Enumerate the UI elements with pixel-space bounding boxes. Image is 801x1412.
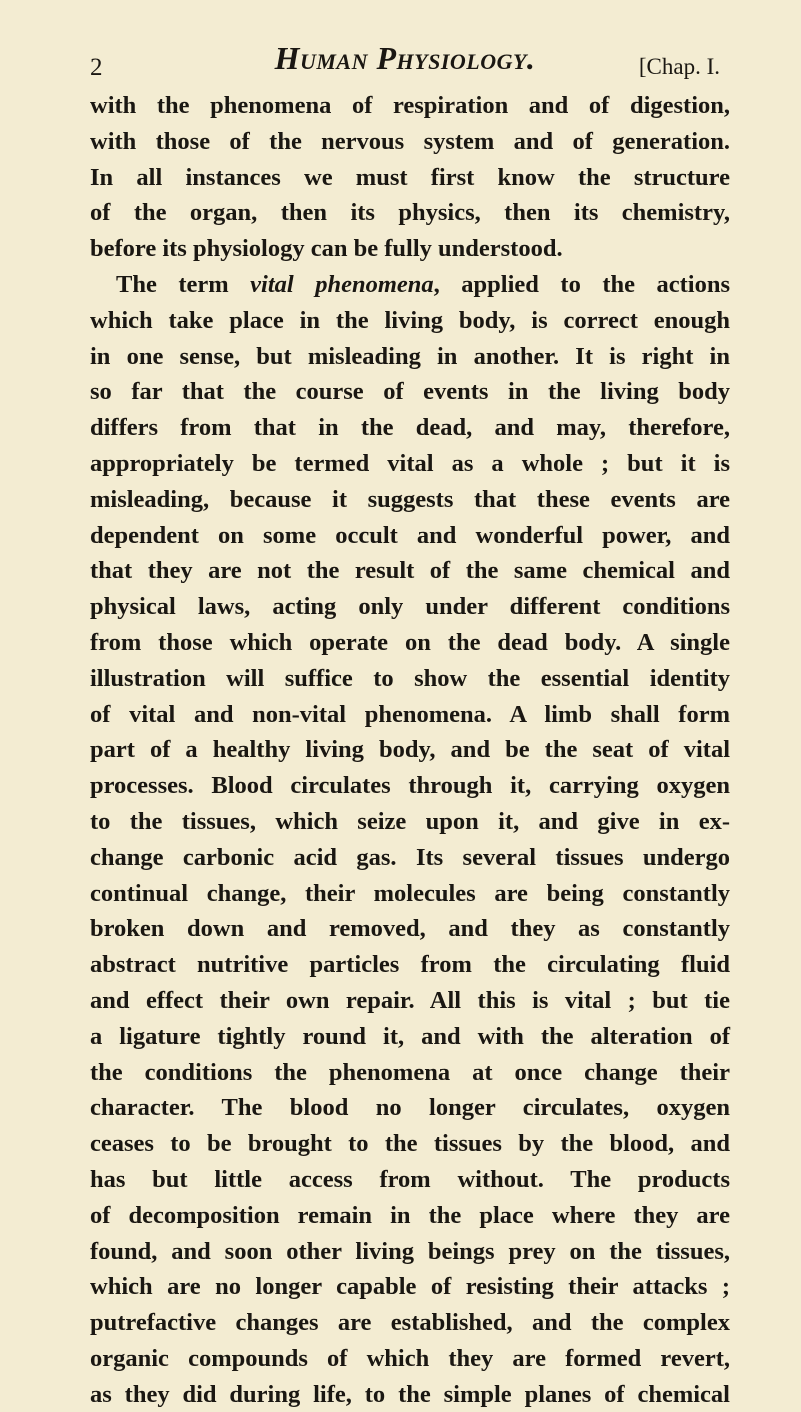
text-line: appropriately be termed vital as a whole ; but it is bbox=[90, 449, 730, 477]
text-line: putrefactive changes are established, and the complex bbox=[90, 1309, 730, 1337]
page-number: 2 bbox=[90, 54, 103, 81]
text-line: of vital and non-vital phenomena. A limb shall form bbox=[90, 700, 730, 728]
text-line: which take place in the living body, is correct enough bbox=[90, 306, 730, 334]
text-line: with those of the nervous system and of generation. bbox=[90, 127, 730, 155]
book-title: Human Physiology. bbox=[274, 40, 536, 76]
text-line: that they are not the result of the same chemical and bbox=[90, 557, 730, 585]
text-line: the conditions the phenomena at once change their bbox=[90, 1058, 730, 1086]
text-line: has but little access from without. The products bbox=[90, 1165, 730, 1193]
text-line: in one sense, but misleading in another. It is right in bbox=[90, 342, 730, 370]
text-line: and effect their own repair. All this is vital ; but tie bbox=[90, 986, 730, 1014]
text-line: with the phenomena of respiration and of digestion, bbox=[90, 92, 730, 119]
text-line: In all instances we must first know the structure bbox=[90, 163, 730, 191]
text-line: misleading, because it suggests that these events are bbox=[90, 485, 730, 513]
text-line: so far that the course of events in the living body bbox=[90, 378, 730, 406]
text-line: abstract nutritive particles from the circulating fluid bbox=[90, 951, 730, 979]
text-line: of the organ, then its physics, then its chemistry, bbox=[90, 199, 730, 227]
text-line: broken down and removed, and they as constantly bbox=[90, 915, 730, 943]
text-line: change carbonic acid gas. Its several tissues undergo bbox=[90, 843, 730, 871]
text-line: before its physiology can be fully understood. bbox=[90, 235, 563, 263]
text-line: character. The blood no longer circulates, oxygen bbox=[90, 1094, 730, 1122]
text-line: dependent on some occult and wonderful power, and bbox=[90, 521, 730, 549]
text-line: of decomposition remain in the place where they are bbox=[90, 1201, 730, 1229]
chapter-reference: [Chap. I. bbox=[638, 54, 720, 79]
text-line: physical laws, acting only under different conditions bbox=[90, 593, 730, 621]
text-line: from those which operate on the dead body. A single bbox=[90, 628, 730, 656]
text-line: differs from that in the dead, and may, therefore, bbox=[90, 414, 730, 442]
text-line-paragraph-start bbox=[90, 267, 730, 303]
text-line: continual change, their molecules are being constantly bbox=[90, 879, 730, 907]
body-text bbox=[90, 88, 730, 1412]
text-line: illustration will suffice to show the essential identity bbox=[90, 664, 730, 692]
running-head bbox=[90, 40, 720, 90]
text-line: processes. Blood circulates through it, carrying oxygen bbox=[90, 772, 730, 800]
italic-term: vital phenomena bbox=[250, 270, 434, 298]
text-line: to the tissues, which seize upon it, and give in ex- bbox=[90, 807, 730, 835]
text-fragment: The term bbox=[116, 270, 251, 298]
text-line: ceases to be brought to the tissues by the blood, and bbox=[90, 1130, 730, 1158]
text-line: as they did during life, to the simple planes of chemical bbox=[90, 1380, 730, 1408]
text-line: found, and soon other living beings prey on the tissues, bbox=[90, 1237, 730, 1265]
text-line: which are no longer capable of resisting their attacks ; bbox=[90, 1273, 730, 1301]
text-fragment: , applied to the actions bbox=[433, 270, 730, 298]
text-line: organic compounds of which they are formed revert, bbox=[90, 1344, 730, 1372]
text-line: part of a healthy living body, and be the seat of vital bbox=[90, 736, 730, 764]
text-line: a ligature tightly round it, and with the alteration of bbox=[90, 1022, 730, 1050]
